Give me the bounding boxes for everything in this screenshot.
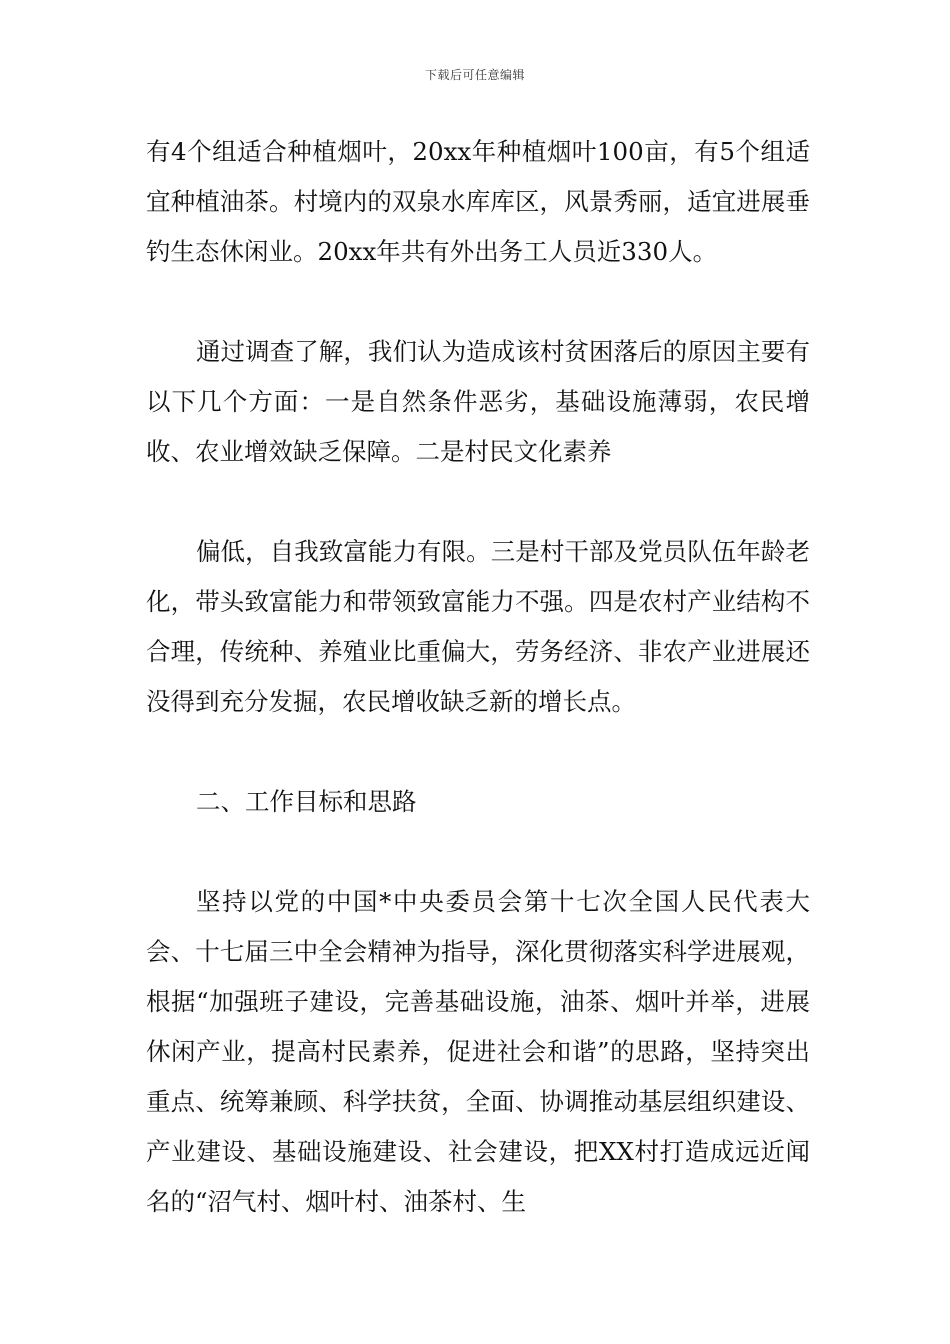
page-header-note: 下载后可任意编辑 <box>424 68 525 82</box>
paragraph-guiding-principles: 坚持以党的中国*中央委员会第十七次全国人民代表大会、十七届三中全会精神为指导，深化贯彻落实科学进展观，根据“加强班子建设，完善基础设施，油茶、烟叶并举，进展休闲产业，提高村民素养，促进社会和谐”的思路，坚持突出重点、统筹兼顾、科学扶贫，全面、协调推动基层组织建设、产业建设、基础设施建设、社会建设，把XX村打造成远近闻名的“沼气村、烟叶村、油茶村、生 <box>146 887 810 1216</box>
paragraph-poverty-causes-continued: 偏低，自我致富能力有限。三是村干部及党员队伍年龄老化，带头致富能力和带领致富能力不强。四是农村产业结构不合理，传统种、养殖业比重偏大，劳务经济、非农产业进展还没得到充分发掘，农民增收缺乏新的增长点。 <box>146 537 810 716</box>
section-heading-goals: 二、工作目标和思路 <box>196 787 417 816</box>
paragraph-village-overview: 有4个组适合种植烟叶，20xx年种植烟叶100亩，有5个组适宜种植油茶。村境内的双泉水库库区，风景秀丽，适宜进展垂钓生态休闲业。20xx年共有外出务工人员近330人。 <box>146 137 810 266</box>
document-body <box>146 127 810 1227</box>
paragraph-poverty-causes: 通过调查了解，我们认为造成该村贫困落后的原因主要有以下几个方面：一是自然条件恶劣，基础设施薄弱，农民增收、农业增效缺乏保障。二是村民文化素养 <box>146 337 810 466</box>
